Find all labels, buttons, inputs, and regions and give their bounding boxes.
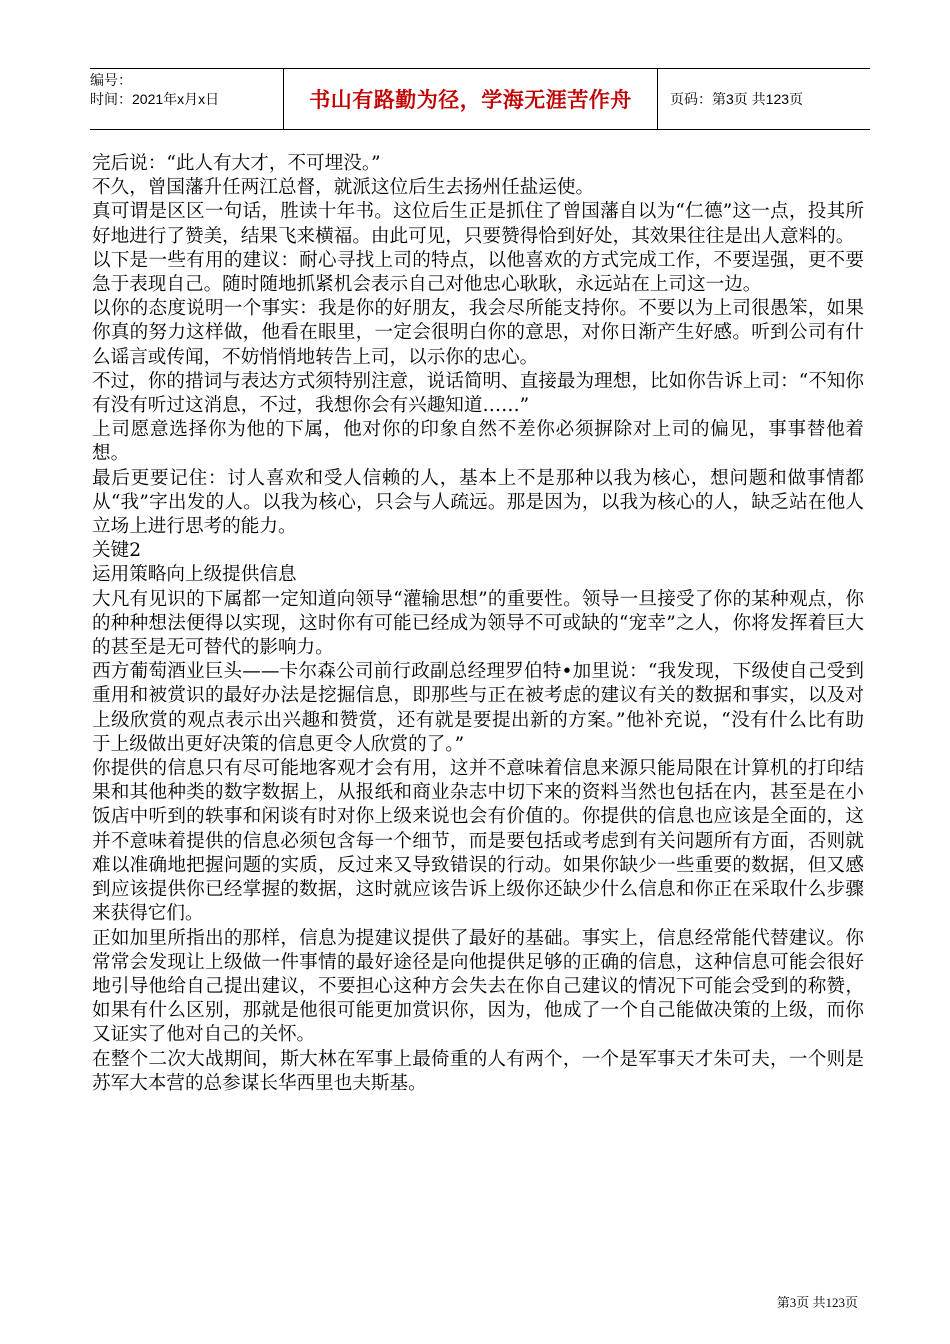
document-time-label: 时间：2021年x月x日	[90, 91, 220, 107]
header-motto: 书山有路勤为径，学海无涯苦作舟	[283, 69, 658, 129]
paragraph: 上司愿意选择你为他的下属，他对你的印象自然不差你必须摒除对上司的偏见，事事替他着想。	[92, 419, 864, 465]
paragraph: 真可谓是区区一句话，胜读十年书。这位后生正是抓住了曾国藩自以为“仁德”这一点，投其所好地进行了赞美，结果飞来横福。由此可见，只要赞得恰到好处，其效果往往是出人意料的。	[92, 201, 864, 247]
paragraph: 以下是一些有用的建议：耐心寻找上司的特点，以他喜欢的方式完成工作，不要逞强，更不要急于表现自己。随时随地抓紧机会表示自己对他忠心耿耿，永远站在上司这一边。	[92, 249, 864, 296]
paragraph: 以你的态度说明一个事实：我是你的好朋友，我会尽所能支持你。不要以为上司很愚笨，如果你真的努力这样做，他看在眼里，一定会很明白你的意思，对你日渐产生好感。听到公司有什么谣言或传闻，不妨悄悄地转告上司，以示你的忠心。	[92, 298, 864, 368]
paragraph: 西方葡萄酒业巨头——卡尔森公司前行政副总经理罗伯特•加里说：“我发现，下级使自己受到重用和被赏识的最好办法是挖掘信息，即那些与正在被考虑的建议有关的数据和事实，以及对上级欣赏的观点表示出兴趣和赞赏，还有就是要提出新的方案。”他补充说，“没有什么比有助于上级做出更好决策的信息更令人欣赏的了。”	[92, 661, 864, 755]
paragraph: 在整个二次大战期间，斯大林在军事上最倚重的人有两个，一个是军事天才朱可夫，一个则是苏军大本营的总参谋长华西里也夫斯基。	[92, 1048, 864, 1094]
paragraph: 最后更要记住：讨人喜欢和受人信赖的人，基本上不是那种以我为核心，想问题和做事情都从“我”字出发的人。以我为核心，只会与人疏远。那是因为，以我为核心的人，缺乏站在他人立场上进行思考的能力。	[92, 467, 864, 538]
paragraph: 不久，曾国藩升任两江总督，就派这位后生去扬州任盐运使。	[92, 177, 595, 199]
header-meta	[90, 69, 283, 129]
paragraph: 正如加里所指出的那样，信息为提建议提供了最好的基础。事实上，信息经常能代替建议。你常常会发现让上级做一件事情的最好途径是向他提供足够的正确的信息，这种信息可能会很好地引导他给自己提出建议，不要担心这种方会失去在你自己建议的情况下可能会受到的称赞，如果有什么区别，那就是他很可能更加赏识你，因为，他成了一个自己能做决策的上级，而你又证实了他对自己的关怀。	[92, 927, 864, 1046]
paragraph: 完后说：“此人有大才，不可埋没。”	[92, 153, 381, 174]
section-subheading: 运用策略向上级提供信息	[92, 564, 297, 586]
page-header	[90, 68, 870, 130]
paragraph: 大凡有见识的下属都一定知道向领导“灌输思想”的重要性。领导一旦接受了你的某种观点，你的种种想法便得以实现，这时你有可能已经成为领导不可或缺的“宠幸”之人，你将发挥着巨大的甚至是无可替代的影响力。	[92, 588, 864, 659]
page-footer: 第3页 共123页	[776, 1295, 858, 1310]
section-heading: 关键2	[92, 540, 142, 562]
document-body	[92, 152, 864, 1096]
document-number-label: 编号：	[90, 72, 132, 88]
paragraph: 你提供的信息只有尽可能地客观才会有用，这并不意味着信息来源只能局限在计算机的打印结果和其他种类的数字数据上，从报纸和商业杂志中切下来的资料当然也包括在内，甚至是在小饭店中听到的轶事和闲谈有时对你上级来说也会有价值的。你提供的信息也应该是全面的，这并不意味着提供的信息必须包含每一个细节，而是要包括或考虑到有关问题所有方面，否则就难以准确地把握问题的实质，反过来又导致错误的行动。如果你缺少一些重要的数据，但又感到应该提供你已经掌握的数据，这时就应该告诉上级你还缺少什么信息和你正在采取什么步骤来获得它们。	[92, 758, 864, 925]
header-page-number: 页码：第3页 共123页	[670, 91, 804, 107]
paragraph: 不过，你的措词与表达方式须特别注意，说话简明、直接最为理想，比如你告诉上司：“不知你有没有听过这消息，不过，我想你会有兴趣知道……”	[92, 370, 864, 417]
